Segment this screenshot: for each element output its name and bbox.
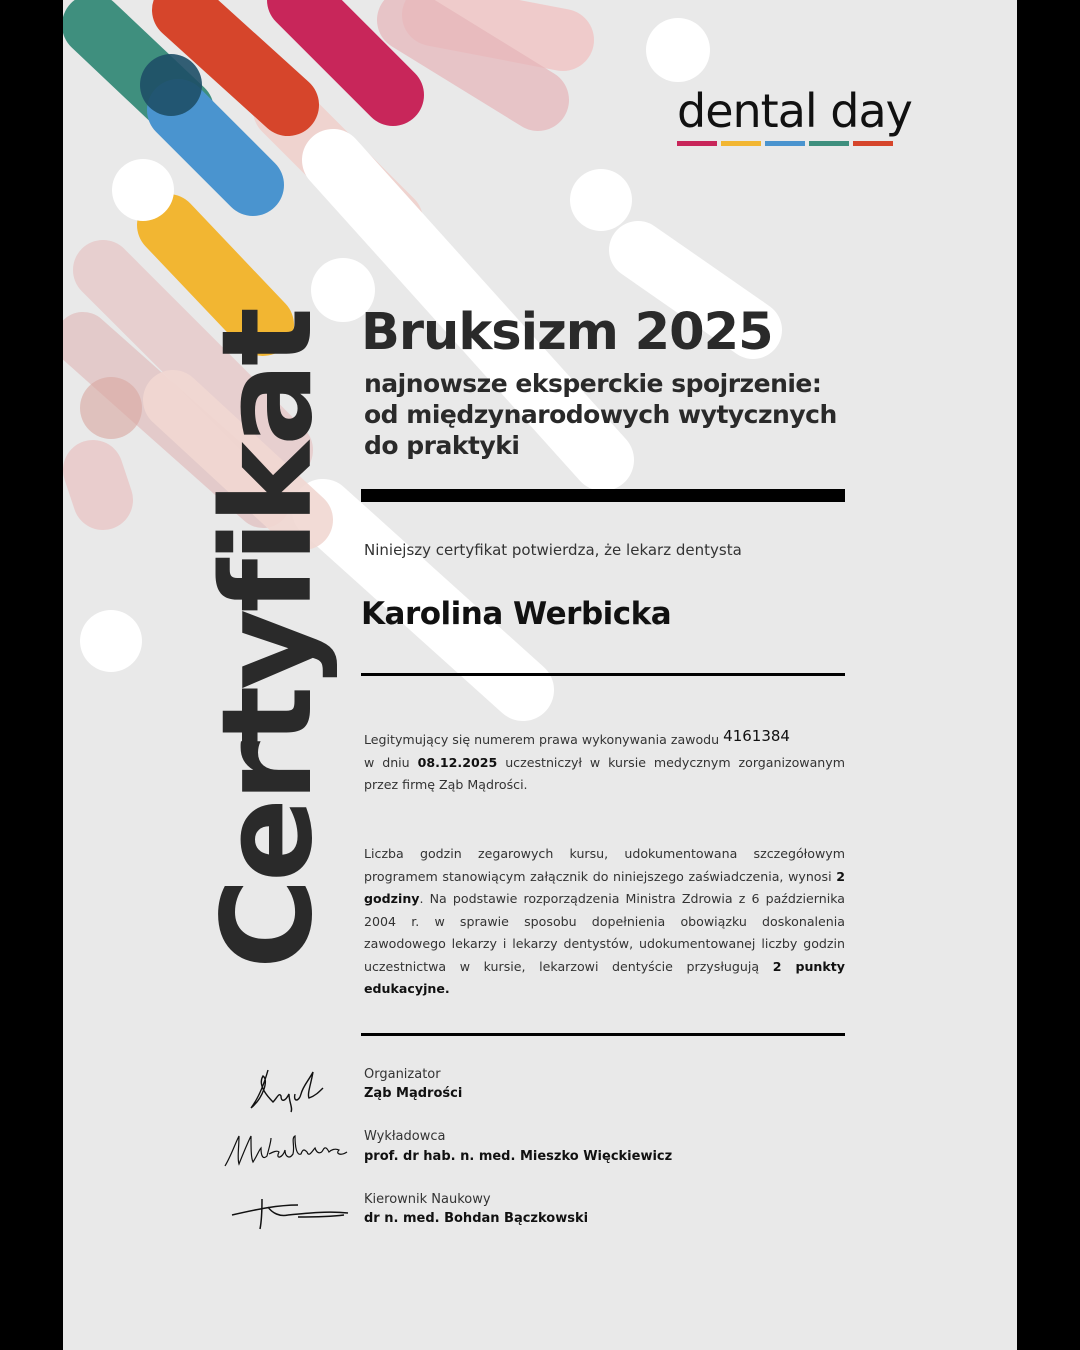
signatory-role: Kierownik Naukowy xyxy=(364,1192,491,1207)
license-prefix: Legitymujący się numerem prawa wykonywania zawodu xyxy=(364,732,720,747)
course-subtitle: najnowsze eksperckie spojrzenie: od międzynarodowych wytycznych do praktyki xyxy=(364,369,837,460)
hours-text-1: Liczba godzin zegarowych kursu, udokumentowana szczegółowym programem stanowiącym załącznik do niniejszego zaświadczenia, wynosi xyxy=(364,846,845,884)
course-title: Bruksizm 2025 xyxy=(361,303,773,362)
recipient-name: Karolina Werbicka xyxy=(361,596,672,632)
divider xyxy=(361,489,845,502)
signatory-name: prof. dr hab. n. med. Mieszko Więckiewicz xyxy=(364,1149,673,1164)
signatory-role: Wykładowca xyxy=(364,1129,446,1144)
organizer-signature xyxy=(243,1058,343,1118)
lecturer-signature xyxy=(221,1128,356,1173)
course-date: 08.12.2025 xyxy=(417,754,498,770)
hours-value: 2 godziny xyxy=(364,868,845,906)
license-suffix: uczestniczył w kursie medycznym zorganizowanym przez firmę Ząb Mądrości. xyxy=(364,754,846,792)
date-prefix: w dniu xyxy=(364,754,410,770)
dental-day-logo xyxy=(677,84,927,150)
logo-color-bars xyxy=(677,141,907,146)
license-number: 4161384 xyxy=(723,727,790,745)
signatory-name: Ząb Mądrości xyxy=(364,1086,463,1101)
points-value: 2 punkty edukacyjne. xyxy=(364,958,845,996)
divider xyxy=(361,673,845,676)
signatory-role: Organizator xyxy=(364,1067,441,1082)
certificate-heading: Certyfikat xyxy=(196,310,340,970)
logo-text: dental day xyxy=(677,84,912,138)
hours-paragraph xyxy=(364,843,845,1001)
divider xyxy=(361,1033,845,1036)
intro-text: Niniejszy certyfikat potwierdza, że lekarz dentysta xyxy=(364,541,742,559)
license-paragraph xyxy=(364,728,845,797)
hours-text-2: . Na podstawie rozporządzenia Ministra Zdrowia z 6 października 2004 r. w sprawie sposobu dopełnienia obowiązku doskonalenia zawodowego lekarzy i lekarzy dentystów, udokumentowanej liczby godzin uczestnictwa w kursie, lekarzowi dentyście przysługują xyxy=(364,891,845,974)
certificate-page xyxy=(63,0,1017,1350)
signatory-name: dr n. med. Bohdan Bączkowski xyxy=(364,1211,589,1226)
scientific-director-signature xyxy=(228,1193,353,1233)
